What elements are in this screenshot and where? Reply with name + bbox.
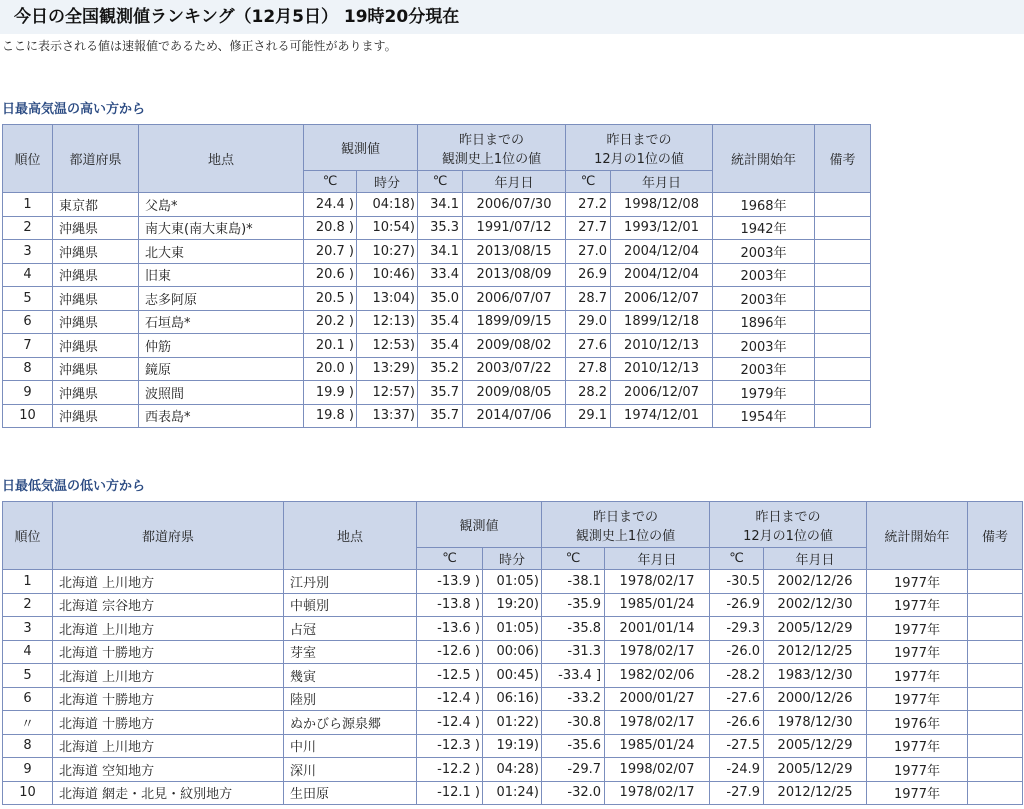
record-all-date-cell: 2000/01/27 xyxy=(605,687,710,711)
pref-cell: 北海道 網走・北見・紋別地方 xyxy=(53,781,284,805)
start-year-cell: 1977年 xyxy=(867,617,968,641)
record-dec-temp-cell: 29.0 xyxy=(566,310,611,334)
table-row xyxy=(3,570,1023,594)
record-all-temp-cell: -30.8 xyxy=(542,711,605,735)
record-all-date-cell: 2014/07/06 xyxy=(463,404,566,428)
note-cell xyxy=(815,287,871,311)
record-dec-date-cell: 2004/12/04 xyxy=(611,263,713,287)
pref-cell: 北海道 宗谷地方 xyxy=(53,593,284,617)
sub-date-header: 年月日 xyxy=(764,548,867,570)
obs-temp-cell: 20.5 ) xyxy=(304,287,357,311)
sub-celsius-header: ℃ xyxy=(542,548,605,570)
record-dec-temp-cell: -29.3 xyxy=(710,617,764,641)
record-dec-temp-cell: 28.2 xyxy=(566,381,611,405)
table-row xyxy=(3,781,1023,805)
record-dec-temp-cell: -26.9 xyxy=(710,593,764,617)
sub-celsius-header: ℃ xyxy=(417,548,483,570)
table-row xyxy=(3,216,871,240)
note-cell xyxy=(968,781,1023,805)
start-year-cell: 1977年 xyxy=(867,570,968,594)
record-all-temp-cell: 35.2 xyxy=(418,357,463,381)
note-cell xyxy=(815,310,871,334)
record-all-date-cell: 1899/09/15 xyxy=(463,310,566,334)
point-cell: ぬかびら源泉郷 xyxy=(284,711,417,735)
record-dec-temp-cell: 27.7 xyxy=(566,216,611,240)
rank-cell: 10 xyxy=(3,781,53,805)
record-all-temp-cell: -32.0 xyxy=(542,781,605,805)
point-cell: 陸別 xyxy=(284,687,417,711)
sub-time-header: 時分 xyxy=(357,171,418,193)
pref-cell: 沖縄県 xyxy=(53,357,139,381)
record-dec-temp-cell: -26.0 xyxy=(710,640,764,664)
table-row xyxy=(3,640,1023,664)
obs-time-cell: 00:06) xyxy=(483,640,542,664)
record-dec-temp-cell: 29.1 xyxy=(566,404,611,428)
obs-temp-cell: -12.6 ) xyxy=(417,640,483,664)
record-all-temp-cell: 34.1 xyxy=(418,193,463,217)
col-record-dec-header xyxy=(566,125,713,171)
sub-time-header: 時分 xyxy=(483,548,542,570)
rank-cell: 3 xyxy=(3,617,53,641)
start-year-cell: 1977年 xyxy=(867,664,968,688)
pref-cell: 北海道 上川地方 xyxy=(53,570,284,594)
high-temp-rows xyxy=(3,193,871,428)
record-dec-line2: 12月の1位の値 xyxy=(743,528,833,544)
obs-temp-cell: 19.8 ) xyxy=(304,404,357,428)
record-all-temp-cell: 35.7 xyxy=(418,404,463,428)
record-dec-temp-cell: 27.6 xyxy=(566,334,611,358)
record-all-temp-cell: -31.3 xyxy=(542,640,605,664)
pref-cell: 北海道 十勝地方 xyxy=(53,687,284,711)
rank-cell: 5 xyxy=(3,287,53,311)
obs-temp-cell: 20.2 ) xyxy=(304,310,357,334)
record-all-date-cell: 2003/07/22 xyxy=(463,357,566,381)
note-cell xyxy=(815,263,871,287)
record-all-date-cell: 1985/01/24 xyxy=(605,734,710,758)
pref-cell: 北海道 上川地方 xyxy=(53,617,284,641)
obs-temp-cell: -12.2 ) xyxy=(417,758,483,782)
record-dec-date-cell: 1998/12/08 xyxy=(611,193,713,217)
obs-temp-cell: 24.4 ) xyxy=(304,193,357,217)
record-dec-temp-cell: 28.7 xyxy=(566,287,611,311)
note-cell xyxy=(815,381,871,405)
table-row xyxy=(3,664,1023,688)
rank-cell: 10 xyxy=(3,404,53,428)
rank-cell: 9 xyxy=(3,758,53,782)
table-row xyxy=(3,404,871,428)
obs-time-cell: 04:18) xyxy=(357,193,418,217)
record-all-date-cell: 1982/02/06 xyxy=(605,664,710,688)
record-dec-date-cell: 2010/12/13 xyxy=(611,357,713,381)
obs-temp-cell: 20.8 ) xyxy=(304,216,357,240)
col-pref-header: 都道府県 xyxy=(53,125,139,193)
obs-time-cell: 19:19) xyxy=(483,734,542,758)
obs-time-cell: 04:28) xyxy=(483,758,542,782)
obs-time-cell: 13:29) xyxy=(357,357,418,381)
low-temp-ranking-table xyxy=(2,501,1023,805)
record-dec-date-cell: 1978/12/30 xyxy=(764,711,867,735)
start-year-cell: 1977年 xyxy=(867,734,968,758)
record-dec-date-cell: 2012/12/25 xyxy=(764,640,867,664)
rank-cell: 5 xyxy=(3,664,53,688)
table-row xyxy=(3,334,871,358)
obs-temp-cell: 20.1 ) xyxy=(304,334,357,358)
start-year-cell: 1977年 xyxy=(867,781,968,805)
note-cell xyxy=(968,758,1023,782)
record-dec-temp-cell: -27.5 xyxy=(710,734,764,758)
record-all-date-cell: 2013/08/09 xyxy=(463,263,566,287)
record-dec-temp-cell: -30.5 xyxy=(710,570,764,594)
record-dec-line1: 昨日までの xyxy=(606,132,672,148)
obs-temp-cell: 19.9 ) xyxy=(304,381,357,405)
preliminary-notice: ここに表示される値は速報値であるため、修正される可能性があります。 xyxy=(2,39,397,53)
record-all-temp-cell: 34.1 xyxy=(418,240,463,264)
low-temp-rows xyxy=(3,570,1023,805)
start-year-cell: 1954年 xyxy=(713,404,815,428)
note-cell xyxy=(815,357,871,381)
record-all-temp-cell: -29.7 xyxy=(542,758,605,782)
obs-temp-cell: -12.4 ) xyxy=(417,711,483,735)
record-all-temp-cell: -35.9 xyxy=(542,593,605,617)
record-all-temp-cell: -33.2 xyxy=(542,687,605,711)
record-dec-temp-cell: 27.0 xyxy=(566,240,611,264)
pref-cell: 沖縄県 xyxy=(53,310,139,334)
table-row xyxy=(3,687,1023,711)
start-year-cell: 1977年 xyxy=(867,640,968,664)
obs-temp-cell: 20.0 ) xyxy=(304,357,357,381)
sub-celsius-header: ℃ xyxy=(710,548,764,570)
obs-time-cell: 13:04) xyxy=(357,287,418,311)
note-cell xyxy=(815,334,871,358)
point-cell: 生田原 xyxy=(284,781,417,805)
record-dec-temp-cell: -24.9 xyxy=(710,758,764,782)
point-cell: 波照間 xyxy=(139,381,304,405)
obs-time-cell: 01:05) xyxy=(483,617,542,641)
col-start-header: 統計開始年 xyxy=(867,502,968,570)
table-row xyxy=(3,310,871,334)
note-cell xyxy=(968,617,1023,641)
record-dec-date-cell: 2002/12/30 xyxy=(764,593,867,617)
record-all-temp-cell: -35.6 xyxy=(542,734,605,758)
pref-cell: 北海道 上川地方 xyxy=(53,734,284,758)
point-cell: 深川 xyxy=(284,758,417,782)
record-dec-temp-cell: 27.2 xyxy=(566,193,611,217)
start-year-cell: 1976年 xyxy=(867,711,968,735)
rank-cell: 1 xyxy=(3,570,53,594)
obs-time-cell: 00:45) xyxy=(483,664,542,688)
page-title: 今日の全国観測値ランキング（12月5日） 19時20分現在 xyxy=(0,0,1024,34)
obs-time-cell: 12:57) xyxy=(357,381,418,405)
point-cell: 北大東 xyxy=(139,240,304,264)
high-temp-ranking-table xyxy=(2,124,871,428)
col-note-header: 備考 xyxy=(815,125,871,193)
record-dec-date-cell: 2010/12/13 xyxy=(611,334,713,358)
record-all-line1: 昨日までの xyxy=(459,132,525,148)
note-cell xyxy=(968,593,1023,617)
col-record-all-header xyxy=(418,125,566,171)
note-cell xyxy=(968,664,1023,688)
record-all-date-cell: 1978/02/17 xyxy=(605,711,710,735)
point-cell: 仲筋 xyxy=(139,334,304,358)
obs-temp-cell: 20.7 ) xyxy=(304,240,357,264)
table-row xyxy=(3,758,1023,782)
note-cell xyxy=(968,570,1023,594)
rank-cell: 6 xyxy=(3,687,53,711)
point-cell: 西表島* xyxy=(139,404,304,428)
record-dec-date-cell: 1983/12/30 xyxy=(764,664,867,688)
rank-cell: 8 xyxy=(3,734,53,758)
col-record-dec-header xyxy=(710,502,867,548)
obs-time-cell: 19:20) xyxy=(483,593,542,617)
start-year-cell: 2003年 xyxy=(713,357,815,381)
obs-time-cell: 10:54) xyxy=(357,216,418,240)
start-year-cell: 1896年 xyxy=(713,310,815,334)
obs-time-cell: 12:13) xyxy=(357,310,418,334)
note-cell xyxy=(815,404,871,428)
record-dec-line1: 昨日までの xyxy=(755,509,821,525)
table-row xyxy=(3,593,1023,617)
sub-celsius-header: ℃ xyxy=(566,171,611,193)
start-year-cell: 1968年 xyxy=(713,193,815,217)
record-all-temp-cell: 35.7 xyxy=(418,381,463,405)
start-year-cell: 1977年 xyxy=(867,758,968,782)
record-all-temp-cell: 33.4 xyxy=(418,263,463,287)
obs-temp-cell: -12.3 ) xyxy=(417,734,483,758)
sub-date-header: 年月日 xyxy=(463,171,566,193)
sub-date-header: 年月日 xyxy=(605,548,710,570)
record-all-date-cell: 2009/08/05 xyxy=(463,381,566,405)
start-year-cell: 2003年 xyxy=(713,334,815,358)
record-all-temp-cell: -35.8 xyxy=(542,617,605,641)
point-cell: 石垣島* xyxy=(139,310,304,334)
point-cell: 中川 xyxy=(284,734,417,758)
record-dec-date-cell: 1993/12/01 xyxy=(611,216,713,240)
table-row xyxy=(3,381,871,405)
table-row xyxy=(3,193,871,217)
note-cell xyxy=(815,240,871,264)
obs-temp-cell: -13.8 ) xyxy=(417,593,483,617)
record-all-date-cell: 1978/02/17 xyxy=(605,640,710,664)
record-all-temp-cell: 35.0 xyxy=(418,287,463,311)
rank-cell: 4 xyxy=(3,640,53,664)
col-rank-header: 順位 xyxy=(3,502,53,570)
record-all-date-cell: 1985/01/24 xyxy=(605,593,710,617)
obs-time-cell: 06:16) xyxy=(483,687,542,711)
pref-cell: 北海道 十勝地方 xyxy=(53,640,284,664)
obs-time-cell: 10:46) xyxy=(357,263,418,287)
start-year-cell: 2003年 xyxy=(713,240,815,264)
record-all-date-cell: 2009/08/02 xyxy=(463,334,566,358)
sub-date-header: 年月日 xyxy=(611,171,713,193)
point-cell: 父島* xyxy=(139,193,304,217)
pref-cell: 沖縄県 xyxy=(53,216,139,240)
sub-celsius-header: ℃ xyxy=(304,171,357,193)
record-dec-temp-cell: -27.6 xyxy=(710,687,764,711)
pref-cell: 北海道 上川地方 xyxy=(53,664,284,688)
col-point-header: 地点 xyxy=(139,125,304,193)
obs-time-cell: 01:24) xyxy=(483,781,542,805)
rank-cell: 1 xyxy=(3,193,53,217)
record-all-date-cell: 1978/02/17 xyxy=(605,781,710,805)
col-note-header: 備考 xyxy=(968,502,1023,570)
col-point-header: 地点 xyxy=(284,502,417,570)
obs-time-cell: 10:27) xyxy=(357,240,418,264)
note-cell xyxy=(968,711,1023,735)
point-cell: 芽室 xyxy=(284,640,417,664)
pref-cell: 沖縄県 xyxy=(53,334,139,358)
obs-temp-cell: -12.5 ) xyxy=(417,664,483,688)
start-year-cell: 1977年 xyxy=(867,593,968,617)
rank-cell: 7 xyxy=(3,334,53,358)
record-all-line2: 観測史上1位の値 xyxy=(575,528,676,544)
obs-time-cell: 12:53) xyxy=(357,334,418,358)
rank-cell: 6 xyxy=(3,310,53,334)
point-cell: 志多阿原 xyxy=(139,287,304,311)
record-all-temp-cell: 35.4 xyxy=(418,334,463,358)
record-all-line1: 昨日までの xyxy=(593,509,659,525)
pref-cell: 沖縄県 xyxy=(53,263,139,287)
point-cell: 江丹別 xyxy=(284,570,417,594)
pref-cell: 北海道 空知地方 xyxy=(53,758,284,782)
start-year-cell: 1977年 xyxy=(867,687,968,711)
record-dec-temp-cell: 27.8 xyxy=(566,357,611,381)
record-dec-date-cell: 1974/12/01 xyxy=(611,404,713,428)
record-dec-temp-cell: -28.2 xyxy=(710,664,764,688)
point-cell: 旧東 xyxy=(139,263,304,287)
record-dec-date-cell: 2006/12/07 xyxy=(611,287,713,311)
record-dec-temp-cell: -27.9 xyxy=(710,781,764,805)
record-all-date-cell: 1991/07/12 xyxy=(463,216,566,240)
record-all-date-cell: 1998/02/07 xyxy=(605,758,710,782)
point-cell: 南大東(南大東島)* xyxy=(139,216,304,240)
record-dec-date-cell: 2004/12/04 xyxy=(611,240,713,264)
record-dec-date-cell: 2002/12/26 xyxy=(764,570,867,594)
record-dec-date-cell: 2005/12/29 xyxy=(764,734,867,758)
point-cell: 占冠 xyxy=(284,617,417,641)
record-dec-line2: 12月の1位の値 xyxy=(594,151,684,167)
record-all-date-cell: 2006/07/30 xyxy=(463,193,566,217)
record-dec-date-cell: 2000/12/26 xyxy=(764,687,867,711)
record-all-line2: 観測史上1位の値 xyxy=(441,151,542,167)
sub-celsius-header: ℃ xyxy=(418,171,463,193)
col-record-all-header xyxy=(542,502,710,548)
record-dec-date-cell: 2012/12/25 xyxy=(764,781,867,805)
obs-time-cell: 13:37) xyxy=(357,404,418,428)
col-obs-header: 観測値 xyxy=(417,502,542,548)
table-row xyxy=(3,287,871,311)
record-dec-date-cell: 1899/12/18 xyxy=(611,310,713,334)
table-row xyxy=(3,711,1023,735)
note-cell xyxy=(815,193,871,217)
rank-cell: 4 xyxy=(3,263,53,287)
obs-time-cell: 01:05) xyxy=(483,570,542,594)
table-row xyxy=(3,617,1023,641)
pref-cell: 北海道 十勝地方 xyxy=(53,711,284,735)
record-dec-date-cell: 2005/12/29 xyxy=(764,758,867,782)
col-pref-header: 都道府県 xyxy=(53,502,284,570)
note-cell xyxy=(968,640,1023,664)
obs-temp-cell: -13.9 ) xyxy=(417,570,483,594)
record-dec-temp-cell: 26.9 xyxy=(566,263,611,287)
rank-cell: 8 xyxy=(3,357,53,381)
point-cell: 幾寅 xyxy=(284,664,417,688)
record-dec-date-cell: 2005/12/29 xyxy=(764,617,867,641)
note-cell xyxy=(968,687,1023,711)
obs-temp-cell: -12.4 ) xyxy=(417,687,483,711)
rank-cell: 3 xyxy=(3,240,53,264)
record-all-temp-cell: 35.3 xyxy=(418,216,463,240)
start-year-cell: 2003年 xyxy=(713,263,815,287)
table-row xyxy=(3,263,871,287)
note-cell xyxy=(968,734,1023,758)
record-all-temp-cell: -33.4 ] xyxy=(542,664,605,688)
obs-temp-cell: -12.1 ) xyxy=(417,781,483,805)
table-row xyxy=(3,734,1023,758)
point-cell: 鏡原 xyxy=(139,357,304,381)
obs-temp-cell: 20.6 ) xyxy=(304,263,357,287)
record-all-temp-cell: -38.1 xyxy=(542,570,605,594)
record-dec-date-cell: 2006/12/07 xyxy=(611,381,713,405)
point-cell: 中頓別 xyxy=(284,593,417,617)
record-dec-temp-cell: -26.6 xyxy=(710,711,764,735)
obs-time-cell: 01:22) xyxy=(483,711,542,735)
rank-cell: 2 xyxy=(3,593,53,617)
pref-cell: 東京都 xyxy=(53,193,139,217)
record-all-date-cell: 2001/01/14 xyxy=(605,617,710,641)
high-temp-heading: 日最高気温の高い方から xyxy=(2,102,146,117)
table-row xyxy=(3,240,871,264)
obs-temp-cell: -13.6 ) xyxy=(417,617,483,641)
note-cell xyxy=(815,216,871,240)
pref-cell: 沖縄県 xyxy=(53,381,139,405)
record-all-date-cell: 2006/07/07 xyxy=(463,287,566,311)
col-rank-header: 順位 xyxy=(3,125,53,193)
pref-cell: 沖縄県 xyxy=(53,287,139,311)
record-all-temp-cell: 35.4 xyxy=(418,310,463,334)
col-obs-header: 観測値 xyxy=(304,125,418,171)
col-start-header: 統計開始年 xyxy=(713,125,815,193)
start-year-cell: 1942年 xyxy=(713,216,815,240)
table-row xyxy=(3,357,871,381)
record-all-date-cell: 2013/08/15 xyxy=(463,240,566,264)
pref-cell: 沖縄県 xyxy=(53,240,139,264)
low-temp-heading: 日最低気温の低い方から xyxy=(2,479,146,494)
start-year-cell: 1979年 xyxy=(713,381,815,405)
pref-cell: 沖縄県 xyxy=(53,404,139,428)
rank-cell: 2 xyxy=(3,216,53,240)
start-year-cell: 2003年 xyxy=(713,287,815,311)
rank-cell: 9 xyxy=(3,381,53,405)
rank-cell: 〃 xyxy=(3,711,53,735)
record-all-date-cell: 1978/02/17 xyxy=(605,570,710,594)
